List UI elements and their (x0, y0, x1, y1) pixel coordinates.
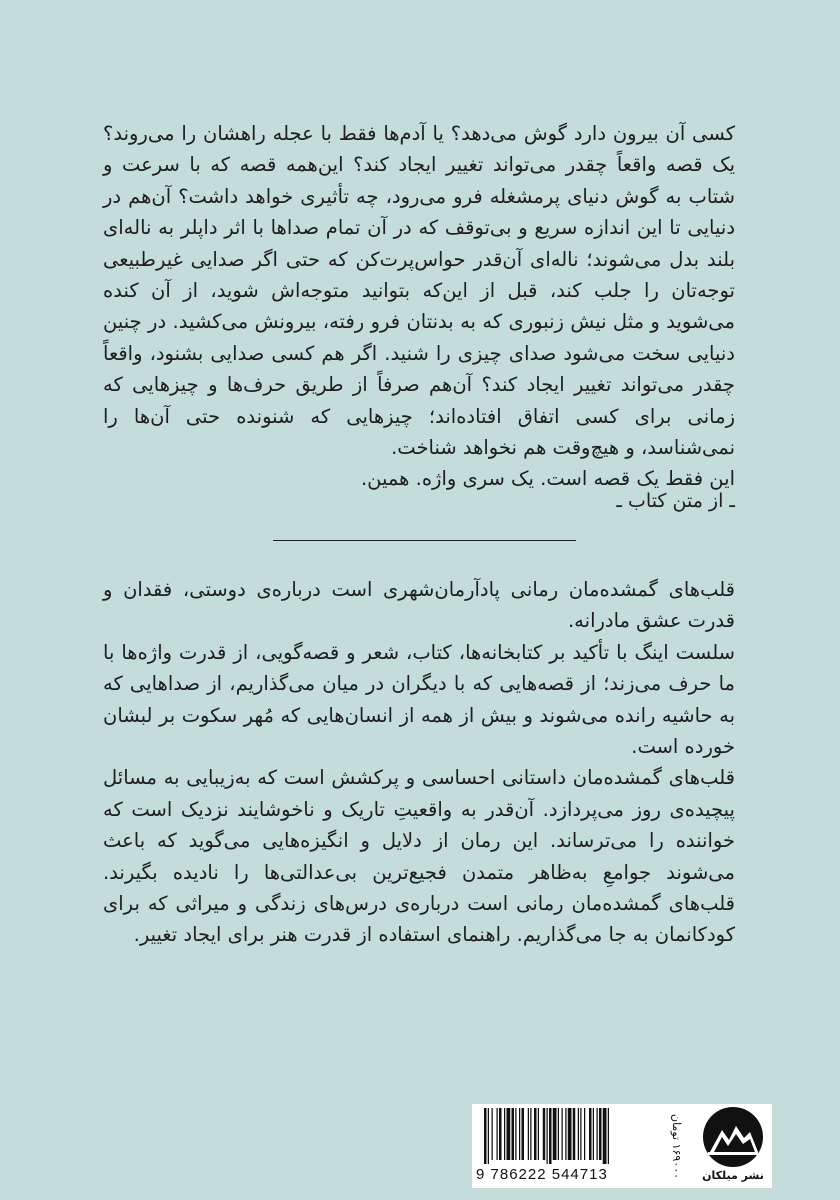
price-label: ۱۶۹۰۰۰ تومان (670, 1114, 683, 1180)
barcode-bar (504, 1108, 505, 1160)
barcode-bar (528, 1108, 529, 1160)
barcode-bar (568, 1108, 572, 1160)
excerpt-closing-line: این فقط یک قصه است. یک سری واژه. همین. (360, 467, 735, 491)
barcode-bar (507, 1108, 511, 1160)
book-excerpt (103, 118, 735, 495)
barcode-bar (608, 1108, 609, 1164)
barcode-bar (519, 1108, 520, 1160)
barcode-bar (565, 1108, 566, 1160)
isbn-number: 9 786222 544713 (476, 1166, 608, 1183)
section-divider (273, 540, 576, 541)
barcode-bar (522, 1108, 525, 1160)
barcode-bar (543, 1108, 546, 1160)
barcode-bar (573, 1108, 576, 1160)
barcode-bar (580, 1108, 581, 1160)
barcode-bar (589, 1108, 592, 1160)
barcode-bar (603, 1108, 607, 1164)
excerpt-paragraph: کسی آن بیرون دارد گوش می‌دهد؟ یا آدم‌ها فقط با عجله راهشان را می‌روند؟ یک قصه واقعاً چقدر می‌تواند تغییر ایجاد کند؟ این‌همه قصه که با سرعت و شتاب به گوش دنیای پرمشغله فرو می‌رود، چه تأثیری خواهد داشت؟ آن‌هم در دنیایی تا این اندازه سریع و بی‌توقف که در آن تمام صداها با اثر داپلر به ناله‌ای بلند بدل می‌شوند؛ ناله‌ای آن‌قدر حواس‌پرت‌کن که حتی اگر صدایی غیرطبیعی توجه‌تان را جلب کند، قبل از این‌که بتوانید متوجه‌اش شوید، از آن کنده می‌شوید و مثل نیش زنبوری که به بدنتان فرو رفته، بیرونش می‌کشید. در چنین دنیایی سخت می‌شود صدای چیزی را شنید. اگر هم کسی صدایی بشنود، واقعاً چقدر می‌تواند تغییر ایجاد کند؟ آن‌هم صرفاً از طریق حرف‌ها و چیزهایی که زمانی برای کسی اتفاق افتاده‌اند؛ چیزهایی که شنونده حتی آن‌ها را نمی‌شناسد، و هیچ‌وقت هم نخواهد شناخت. (103, 122, 735, 460)
barcode-bar (547, 1108, 548, 1164)
barcode-bar (488, 1108, 489, 1164)
description-paragraph-3: قلب‌های گمشده‌مان داستانی احساسی و پرکشش است که به‌زیبایی به مسائل پیچیده‌ی روز می‌پردازد. آن‌قدر به واقعیتِ تاریک و ناخوشایند نزدیک است که خواننده را می‌ترساند. این رمان از دلایل و انگیزه‌هایی می‌گوید که باعث می‌شوند جوامعِ به‌ظاهر متمدن فجیع‌ترین بی‌عدالتی‌ها را نادیده بگیرند. قلب‌های گمشده‌مان رمانی است درباره‌ی درس‌های زندگی و میراثی که برای کودکانمان به جا می‌گذاریم. راهنمای استفاده از قدرت هنر برای ایجاد تغییر. (103, 766, 735, 947)
barcode-bar (562, 1108, 563, 1160)
barcode-bar (530, 1108, 531, 1160)
barcode-bar (497, 1108, 498, 1160)
barcode-bar (558, 1108, 559, 1160)
barcode-bar (492, 1108, 493, 1160)
book-description (103, 574, 735, 951)
barcode-bar (484, 1108, 487, 1164)
description-paragraph-2: سلست اینگ با تأکید بر کتابخانه‌ها، کتاب، شعر و قصه‌گویی، از قدرت واژه‌ها با ما حرف می‌زند؛ از قصه‌هایی که با دیگران در میان می‌گذاریم، از صداهایی که به حاشیه رانده می‌شوند و بیش از همه از انسان‌هایی که مُهر سکوت بر لبشان خورده است. (103, 640, 735, 759)
barcode-bar (499, 1108, 502, 1160)
back-cover-panel (472, 1104, 772, 1188)
barcode-bar (512, 1108, 515, 1160)
excerpt-source: ـ از متن کتاب ـ (616, 490, 735, 512)
description-paragraph-1: قلب‌های گمشده‌مان رمانی پادآرمان‌شهری است درباره‌ی دوستی، فقدان و قدرت عشق مادرانه. (103, 578, 735, 633)
barcode-bar (599, 1108, 602, 1160)
publisher-name: نشر میلکان (702, 1169, 764, 1182)
barcode-bar (538, 1108, 539, 1160)
barcode-bar (584, 1108, 585, 1160)
barcode-bar (515, 1108, 516, 1160)
barcode-bar (553, 1108, 557, 1160)
barcode-bar (534, 1108, 537, 1160)
barcode-icon (482, 1108, 658, 1164)
mountains-logo-icon (698, 1106, 768, 1168)
barcode-bar (593, 1108, 594, 1160)
barcode-bar (597, 1108, 598, 1160)
barcode-bar (549, 1108, 552, 1164)
barcode-bar (578, 1108, 579, 1160)
